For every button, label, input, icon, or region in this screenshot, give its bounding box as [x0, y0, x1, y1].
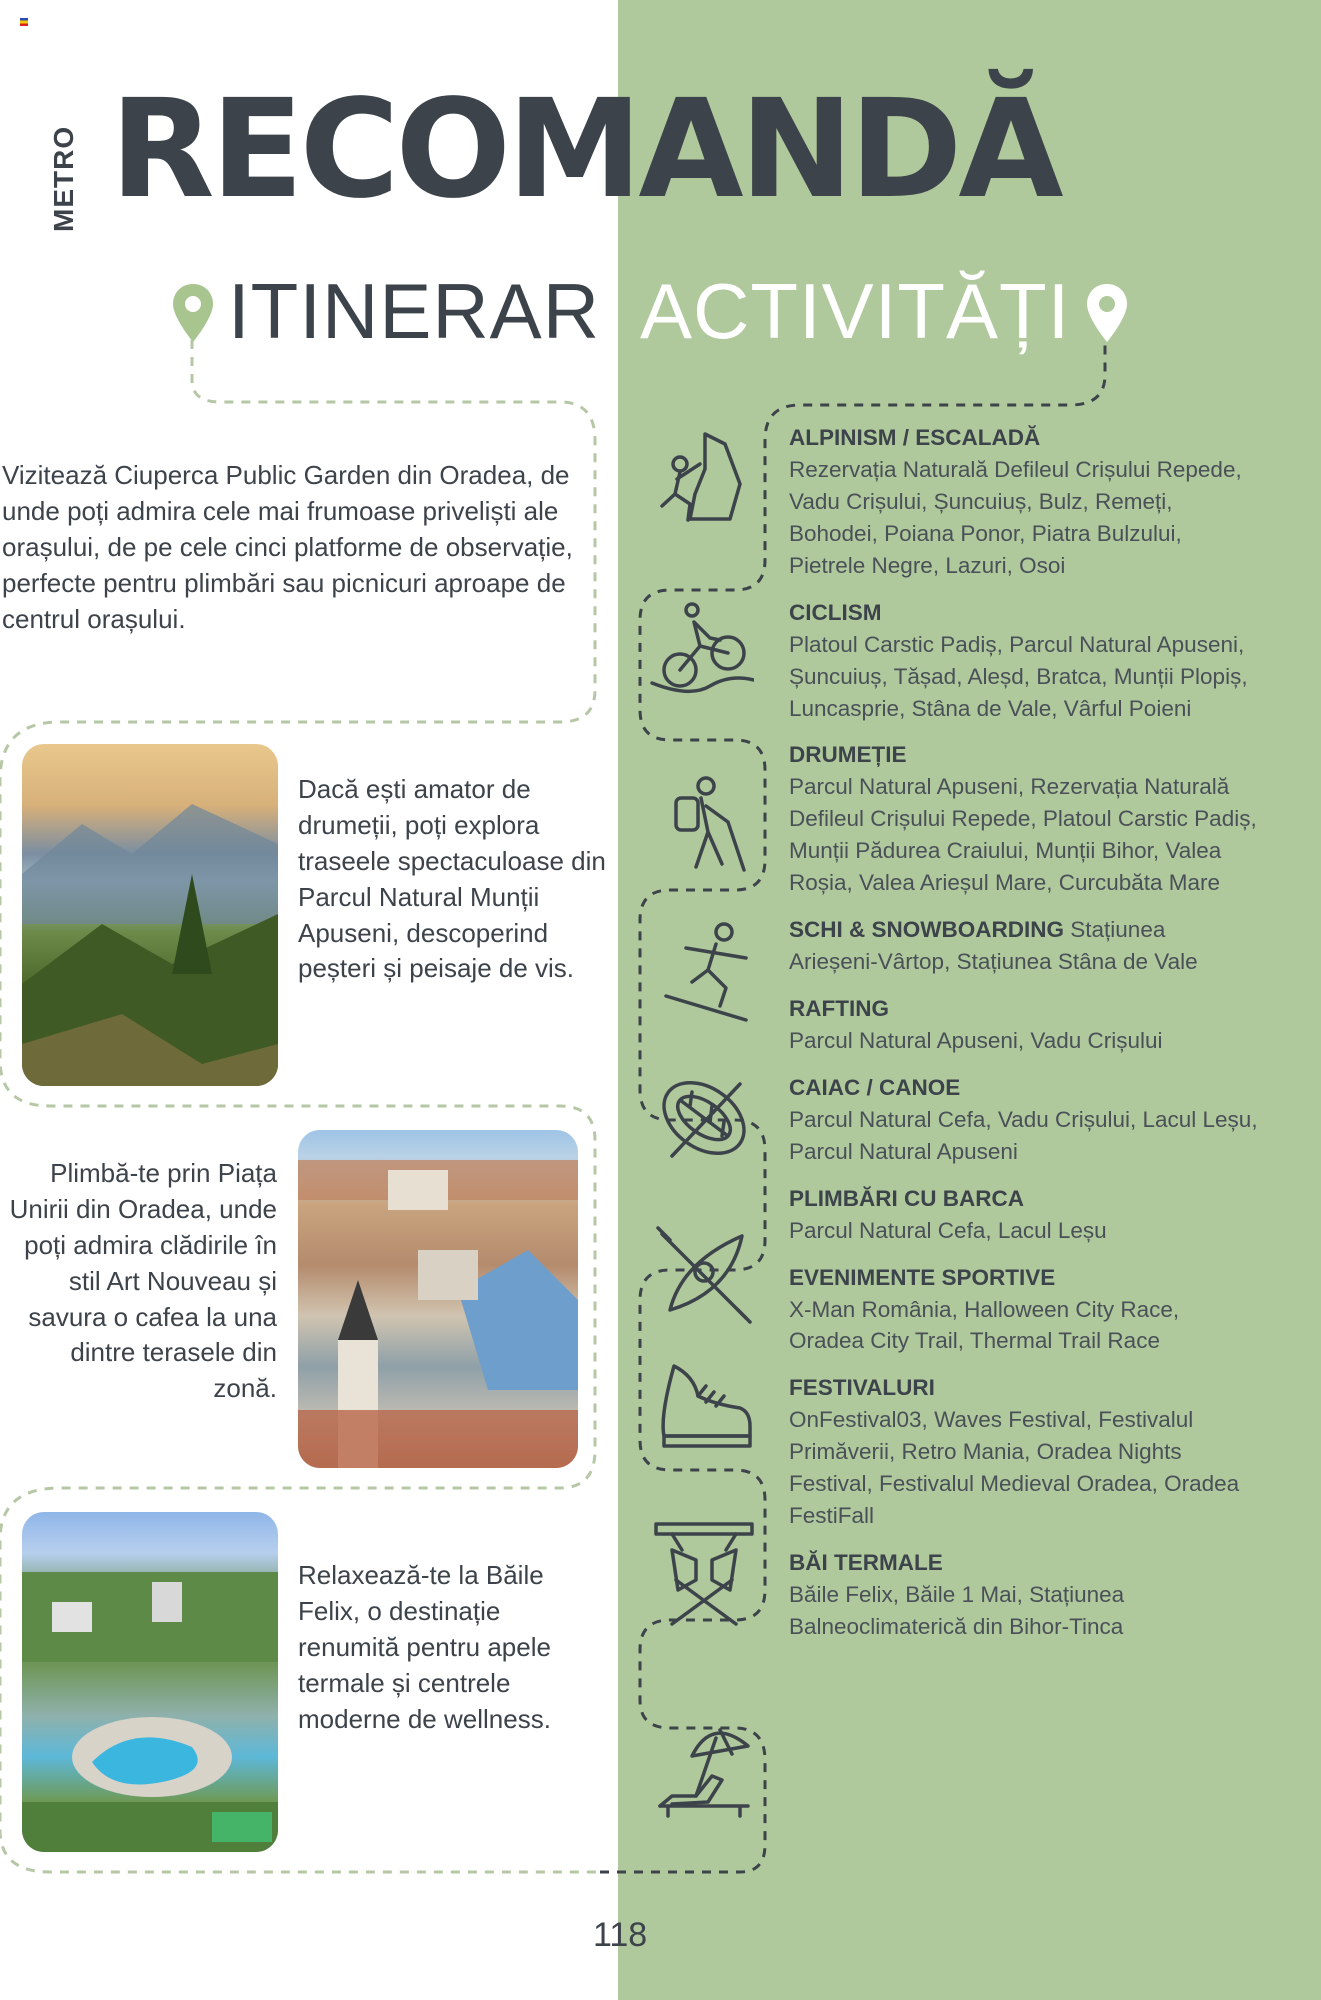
cycling-icon [650, 598, 754, 702]
activities-list [789, 422, 1259, 1658]
skiing-icon [656, 918, 756, 1022]
activity-item: CAIAC / CANOE Parcul Natural Cefa, Vadu Crișului, Lacul Leșu, Parcul Natural Apuseni [789, 1074, 1258, 1164]
boat-walk-icon [654, 1356, 758, 1452]
hiking-icon [656, 772, 756, 876]
activity-item: FESTIVALURI OnFestival03, Waves Festival, Festivalul Primăverii, Retro Mania, Oradea Nights Festival, Festivalul Medieval Oradea, Oradea FestiFall [789, 1375, 1240, 1529]
photo-baile-felix [22, 1512, 278, 1852]
page-number: 118 [593, 1916, 648, 1954]
climbing-icon [650, 424, 754, 528]
activity-item: BĂI TERMALE Băile Felix, Băile 1 Mai, Stațiunea Balneoclimaterică din Bihor-Tinca [789, 1550, 1125, 1639]
itinerary-text-baile-felix: Relaxează-te la Băile Felix, o destinație renumită pentru apele termale și centrele moderne de wellness. [298, 1560, 551, 1734]
activity-item: CICLISM Platoul Carstic Padiș, Parcul Natural Apuseni, Șuncuiuș, Tășad, Aleșd, Bratca, Munții Plopiș, Luncasprie, Stâna de Vale, Vârful Poieni [789, 599, 1248, 721]
activity-item: SCHI & SNOWBOARDING Stațiunea Arieșeni-Vârtop, Stațiunea Stâna de Vale [789, 917, 1198, 975]
activities-heading: ACTIVITĂȚI [640, 267, 1071, 355]
activity-item: PLIMBĂRI CU BARCA Parcul Natural Cefa, Lacul Leșu [789, 1185, 1107, 1243]
photo-piata-unirii [298, 1130, 578, 1468]
brand-logo: METRO [48, 125, 79, 232]
itinerary-heading: ITINERAR [228, 267, 601, 355]
activity-item: EVENIMENTE SPORTIVE X-Man România, Halloween City Race, Oradea City Trail, Thermal Trail Race [789, 1264, 1180, 1354]
itinerary-text-garden: Vizitează Ciuperca Public Garden din Oradea, de unde poți admira cele mai frumoase priveliști ale orașului, de pe cele cinci platforme de observație, perfecte pentru plimbări sau picnicuri aproape de centrul orașului. [2, 460, 573, 634]
location-pin-icon [1084, 282, 1130, 344]
activity-item: RAFTING Parcul Natural Apuseni, Vadu Crișului [789, 996, 1163, 1053]
activity-item: DRUMEȚIE Parcul Natural Apuseni, Rezervația Naturală Defileul Crișului Repede, Platoul Carstic Padiș, Munții Pădurea Craiului, Munții Bihor, Valea Roșia, Valea Arieșul Mare, Curcubăta Mare [789, 742, 1257, 896]
page-title: RECOMANDĂ [110, 71, 1060, 229]
sports-event-icon [652, 1520, 756, 1630]
thermal-bath-icon [652, 1716, 756, 1820]
location-pin-icon [170, 282, 216, 344]
itinerary-text-hiking: Dacă ești amator de drumeții, poți explora traseele spectaculoase din Parcul Natural Munții Apuseni, descoperind peșteri și peisaje de vis. [298, 774, 606, 984]
kayak-icon [652, 1222, 756, 1326]
itinerary-text-piata-unirii: Plimbă-te prin Piața Unirii din Oradea, unde poți admira clădirile în stil Art Nouveau și savura o cafea la una dintre terasele din zonă. [9, 1158, 277, 1404]
activity-item: ALPINISM / ESCALADĂ Rezervația Naturală Defileul Crișului Repede, Vadu Crișului, Șuncuiuș, Bulz, Remeți, Bohodei, Poiana Ponor, Piatra Bulzului, Pietrele Negre, Lazuri, Osoi [789, 425, 1242, 578]
photo-apuseni-mountains [22, 744, 278, 1086]
rafting-icon [652, 1066, 756, 1170]
